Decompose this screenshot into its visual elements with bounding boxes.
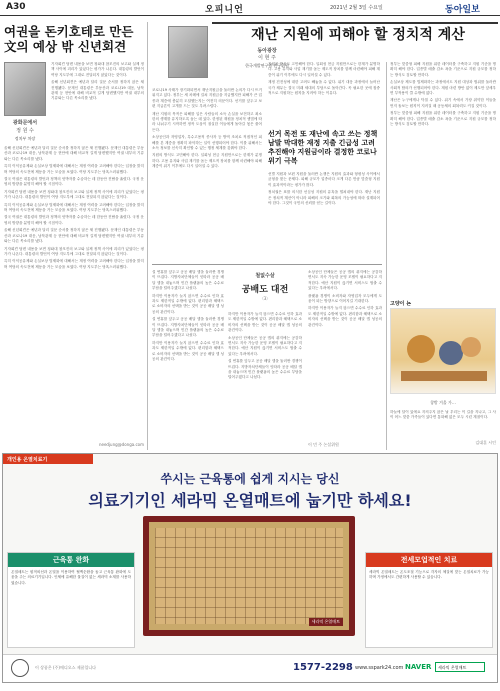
left-body-top xyxy=(51,62,144,142)
right-paragraph: 정부는 맞춤형 피해 지원을 위한 데이터를 구축하고 지원 기준을 명확히 해야 한다. 업종별 매출 감소 폭을 기준으로 지원 규모를 정하는 방식도 검토할 만하다. xyxy=(390,111,496,127)
left-column xyxy=(4,24,144,449)
left-paragraph: 올해 신년회견은 예년과 달리 질문 순서를 정하지 않은 채 진행됐다. 문재인 대통령은 부동산과 코로나19 대응, 남북관계 등 현안에 대해 비교적 길게 답변했지만 여권 내부의 기류와는 다른 목소리를 냈다. xyxy=(4,146,144,161)
author-photo xyxy=(4,62,46,116)
ad-footer xyxy=(3,654,497,682)
left-paragraph: 특히 이익공유제와 손실보상 법제화에 대해서는 재정 여력을 고려해야 한다는 입장을 밝히며 여당의 속도전에 제동을 거는 모습을 보였다. 여당 지도부는 당혹스러워했다. xyxy=(4,259,144,269)
ad-company: 이 상품은 (주)메디오스 제품입니다 xyxy=(35,665,97,670)
left-email: needjung@donga.com xyxy=(98,442,144,447)
section-title: 오피니언 xyxy=(205,5,244,15)
column-paragraph: 설 연휴를 앞두고 공공 배달 앱을 둘러싼 경쟁이 뜨겁다. 지방자치단체들이 잇따라 공공 배달 앱을 내놓으며 민간 플랫폼의 높은 수수료 부담을 덜어주겠다고 나섰다. xyxy=(228,359,302,380)
ad-left-box xyxy=(7,552,135,648)
column-paragraph: 하지만 이용자가 늘지 않으면 수수료 인하 효과도 제한적일 수밖에 없다. 편리함과 혜택으로 소비자의 선택을 받는 것이 공공 배달 앱 성공의 관건이다. xyxy=(308,306,382,327)
left-paragraph: 기자회견 답변 내용을 보면 청와대 참모진의 보고와 실제 정책 사이에 괴리가 있었다는 평가가 나온다. 대통령의 발언이 여당 지도부에 그대로 전달되지 않았다는 것이다. xyxy=(4,246,144,256)
column-paragraph: 설 연휴를 앞두고 공공 배달 앱을 둘러싼 경쟁이 뜨겁다. 지방자치단체들이 잇따라 공공 배달 앱을 내놓으며 민간 플랫폼의 높은 수수료 부담을 덜어주겠다고 나섰다. xyxy=(152,317,224,338)
cartoon-image xyxy=(390,308,496,394)
cartoon-label: 고양이 뇬 xyxy=(390,301,412,307)
main-body-col-2b xyxy=(268,172,380,260)
ad-right-text: 세라믹 온열매트는 온도조절 기능으로 각자의 체질에 맞는 온열치료가 가능하며 가정에서도 간편하게 사용할 수 있습니다. xyxy=(369,570,489,580)
top-rule xyxy=(212,22,498,24)
page-number: A30 xyxy=(6,2,26,12)
main-paragraph: 재정 건전성에 대한 고려도 빼놓을 수 없다. 위기 대응 과정에서 늘어난 국가 채무는 결국 미래 세대의 부담으로 돌아간다. 꼭 필요한 곳에 집중적으로 지원하는 원칙을 지켜야 하는 이유다. xyxy=(268,80,380,96)
ad-phone: 1577-2298 xyxy=(293,662,353,673)
ad-search-box[interactable]: 세라믹 온열매트 xyxy=(435,662,485,672)
right-paragraph: 정부는 맞춤형 피해 지원을 위한 데이터를 구축하고 지원 기준을 명확히 해야 한다. 업종별 매출 감소 폭을 기준으로 지원 규모를 정하는 방식도 검토할 만하다. xyxy=(390,62,496,77)
left-paragraph: 기자회견 답변 내용을 보면 청와대 참모진의 보고와 실제 정책 사이에 괴리가 있었다는 평가가 나온다. 대통령의 발언이 여당 지도부에 그대로 전달되지 않았다는 것이다. xyxy=(51,62,144,77)
left-paragraph: 결국 여권은 대통령의 발언과 정책의 엇박자를 수습하는 데 한동안 진땀을 흘렸다. 국정 운영의 방향을 분명히 해야 할 시점이다. xyxy=(4,177,144,187)
gmp-icon xyxy=(11,659,29,677)
main-paragraph: 지원의 방식도 고민해야 한다. 일회성 현금 지원만으로는 한계가 분명하다. 고용 유지와 사업 재기를 돕는 제도적 장치를 함께 마련해야 피해 계층이 위기 이후에도 다시 일어설 수 있다. xyxy=(268,62,380,77)
left-paragraph: 특히 이익공유제와 손실보상 법제화에 대해서는 재정 여력을 고려해야 한다는 입장을 밝히며 여당의 속도전에 제동을 거는 모습을 보였다. 여당 지도부는 당혹스러워했다. xyxy=(4,164,144,174)
author-label: 광화문에서 xyxy=(12,120,38,126)
main-headline: 재난 지원에 피해야 할 정치적 계산 xyxy=(251,27,465,43)
ceramic-mat-image xyxy=(143,516,355,636)
column-paragraph: 플랫폼 경쟁이 소비자와 자영업자 모두에게 도움이 되는 방향으로 이어지길 기대한다. xyxy=(308,293,382,304)
left-paragraph: 기자회견 답변 내용을 보면 청와대 참모진의 보고와 실제 정책 사이에 괴리가 있었다는 평가가 나온다. 대통령의 발언이 여당 지도부에 그대로 전달되지 않았다는 것이다. xyxy=(4,189,144,200)
mat-grid xyxy=(155,528,343,624)
left-paragraph: 결국 여권은 대통령의 발언과 정책의 엇박자를 수습하는 데 한동안 진땀을 흘렸다. 국정 운영의 방향을 분명히 해야 할 시점이다. xyxy=(4,215,144,225)
page-header xyxy=(0,0,500,16)
author-role: 정치부 차장 xyxy=(14,136,36,141)
column-left-text xyxy=(152,270,224,450)
naver-logo: NAVER xyxy=(405,663,432,671)
ad-headline-1: 쑤시는 근육통에 쉽게 지시는 당신 xyxy=(160,472,340,486)
issue-date: 2021년 2월 3일 수요일 xyxy=(330,5,383,11)
main-body-col-2 xyxy=(268,62,380,126)
column-email: 이 민 주 논설위원 xyxy=(308,442,339,447)
main-paragraph: 재난 지원의 목적은 피해를 입은 사람들의 소득 손실을 보전하고 최소한의 생계를 유지하도록 돕는 데 있다. 한정된 재원을 정치적 셈법에 따라 나눠주기 시작하면 정작 도움이 절실한 이들에게 돌아갈 몫은 줄어든다. xyxy=(152,111,262,132)
main-paragraph: 정치권은 표를 의식한 선심성 지원의 유혹을 떨쳐내야 한다. 재난 지원은 정치적 계산이 아니라 피해의 크기와 회복의 가능성에 따라 설계되어야 한다. 그것이 국민의 신뢰를 얻는 길이다. xyxy=(268,190,380,206)
column-mid-text xyxy=(228,312,302,450)
right-column xyxy=(390,62,496,452)
ad-left-title: 근육통 완화 xyxy=(8,553,134,567)
writer-label: 동아광장 xyxy=(257,48,277,54)
advertisement xyxy=(2,453,498,683)
column-right-text xyxy=(308,270,382,440)
column-divider xyxy=(147,22,148,450)
ad-right-title: 전세모업적인 치료 xyxy=(366,553,492,567)
left-body-bottom xyxy=(4,146,144,440)
column-paragraph: 소상공인 단체들은 공공 앱의 취지에는 공감하면서도 지속 가능한 운영 모델이 필요하다고 지적한다. 예산 지원이 끊기면 서비스도 멈출 수 있다는 우려에서다. xyxy=(228,335,302,356)
cartoon-caption: 창밖 겨울 가… xyxy=(430,400,456,405)
column-number: 〈3〉 xyxy=(259,296,271,301)
writer-photo xyxy=(168,26,208,78)
mat-label: 세라믹 온열매트 xyxy=(309,618,343,626)
column-subtitle: 공배도 대전 xyxy=(241,285,289,295)
column-paragraph: 설 연휴를 앞두고 공공 배달 앱을 둘러싼 경쟁이 뜨겁다. 지방자치단체들이 잇따라 공공 배달 앱을 내놓으며 민간 플랫폼의 높은 수수료 부담을 덜어주겠다고 나섰다. xyxy=(152,270,224,291)
column-paragraph: 하지만 이용자가 늘지 않으면 수수료 인하 효과도 제한적일 수밖에 없다. 편리함과 혜택으로 소비자의 선택을 받는 것이 공공 배달 앱 성공의 관건이다. xyxy=(152,340,224,362)
left-paragraph: 올해 신년회견은 예년과 달리 질문 순서를 정하지 않은 채 진행됐다. 문재인 대통령은 부동산과 코로나19 대응, 남북관계 등 현안에 대해 비교적 길게 답변했지만 여권 내부의 기류와는 다른 목소리를 냈다. xyxy=(4,228,144,244)
right-paragraph: 손실보상 제도를 법제화하는 과정에서도 지원 대상과 범위를 둘러싼 사회적 합의가 선행되어야 한다. 재원 마련 방안 없이 제도만 앞세우면 부작용이 클 수밖에 없다. xyxy=(390,80,496,96)
left-paragraph: 올해 신년회견은 예년과 달리 질문 순서를 정하지 않은 채 진행됐다. 문재인 대통령은 부동산과 코로나19 대응, 남북관계 등 현안에 대해 비교적 길게 답변했지만 여권 내부의 기류와는 다른 목소리를 냈다. xyxy=(51,80,144,101)
ad-band: 개인용 온열치료기 xyxy=(3,454,93,464)
main-subhead: 선거 목전 또 재난에 속고 쓰는 정책 남발 막대한 재정 지출 긴급성 고려 추진해야 지원금이라 결정한 코로나 위기 극복 xyxy=(268,130,378,165)
main-paragraph: 코로나19 사태가 장기화되면서 재난지원금을 둘러싼 논의가 다시 뜨거워지고 있다. 정부는 세 차례에 걸쳐 지원금을 지급했지만 피해가 큰 업종과 계층에 충분히 도달했는지는 여전히 의문이다. 선거를 앞두고 보편 지급론이 고개를 드는 것도 우려스럽다. xyxy=(152,88,262,109)
ad-right-box xyxy=(365,552,493,648)
writer-name: 이 현 주 xyxy=(258,55,276,61)
right-body xyxy=(390,62,496,294)
column-divider xyxy=(386,62,387,450)
writer-role: 한국개발연구원 연구위원 xyxy=(245,63,289,68)
left-headline: 여권을 돈키호테로 만든 文의 예상 밖 신년회견 xyxy=(4,24,134,54)
main-paragraph: 소상공인과 자영업자, 특수고용직 종사자 등 방역 조치로 직접적인 피해를 본 계층을 정확히 파악하는 일이 선행되어야 한다. 이를 위해서는 소득 정보를 신속히 확인할 수 있는 행정 체계를 갖춰야 한다. xyxy=(152,135,262,151)
author-name: 정 원 수 xyxy=(16,128,34,134)
main-body-col-1 xyxy=(152,88,262,260)
main-paragraph: 선별 지원과 보편 지원을 둘러싼 논쟁은 지원의 효과와 형평성 사이에서 균형을 찾는 문제다. 피해 규모가 업종마다 크게 다른 만큼 맞춤형 지원이 효과적이라는 평가가 많다. xyxy=(268,172,380,187)
section-rule xyxy=(152,264,382,265)
column-paragraph: 하지만 이용자가 늘지 않으면 수수료 인하 효과도 제한적일 수밖에 없다. 편리함과 혜택으로 소비자의 선택을 받는 것이 공공 배달 앱 성공의 관건이다. xyxy=(228,312,302,333)
column-paragraph: 소상공인 단체들은 공공 앱의 취지에는 공감하면서도 지속 가능한 운영 모델이 필요하다고 지적한다. 예산 지원이 끊기면 서비스도 멈출 수 있다는 우려에서다. xyxy=(308,270,382,291)
cartoon-credit: 김대훈 시인 xyxy=(475,440,496,445)
cartoon-illustration xyxy=(391,309,496,394)
column-title-box xyxy=(228,272,302,308)
right-paragraph: 재난은 누구에게나 닥칠 수 있다. 위기 속에서 가장 취약한 이들을 먼저 돌보는 원칙이 지켜질 때 공동체의 회복력도 커질 것이다. xyxy=(390,98,496,108)
left-paragraph: 특히 이익공유제와 손실보상 법제화에 대해서는 재정 여력을 고려해야 한다는 입장을 밝히며 여당의 속도전에 제동을 거는 모습을 보였다. 여당 지도부는 당혹스러워했다. xyxy=(4,202,144,213)
ad-left-text: 온열매트는 원적외선과 온열을 이용하여 혈액순환을 돕고 근육통 완화에 도움을 주는 의료기기입니다. 인체에 유해한 물질이 없는 세라믹 소재를 사용하였습니다. xyxy=(11,570,131,585)
cartoon-text: 하늘에 달이 있에요 지켜주지 않은 날 우리는 이 길을 지나고, 그 사이 어느 맞춤 가족들이 있다면 통화해 없은 모두 시린 계절이다. xyxy=(390,410,496,420)
column-paragraph: 하지만 이용자가 늘지 않으면 수수료 인하 효과도 제한적일 수밖에 없다. 편리함과 혜택으로 소비자의 선택을 받는 것이 공공 배달 앱 성공의 관건이다. xyxy=(152,293,224,314)
ad-headline-2: 의료기기인 세라믹 온열매트에 눕기만 하세요! xyxy=(88,491,412,510)
ad-url[interactable]: www.sspark24.com xyxy=(355,665,404,671)
main-paragraph: 지원의 방식도 고민해야 한다. 일회성 현금 지원만으로는 한계가 분명하다. 고용 유지와 사업 재기를 돕는 제도적 장치를 함께 마련해야 피해 계층이 위기 이후에도 다시 일어설 수 있다. xyxy=(152,153,262,169)
column-title: 철없수살 xyxy=(255,273,275,279)
newspaper-brand: 동아일보 xyxy=(445,5,480,15)
